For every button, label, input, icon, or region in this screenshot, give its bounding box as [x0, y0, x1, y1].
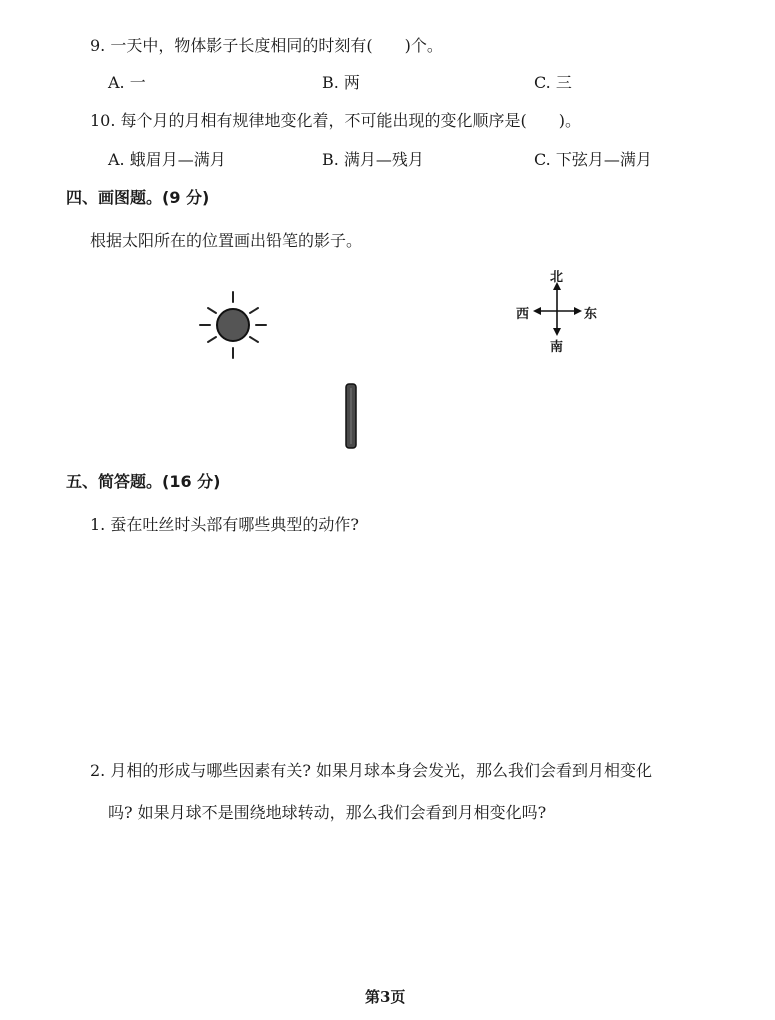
compass-west: 西 — [516, 307, 530, 322]
page-number: 第3页 — [365, 988, 406, 1006]
q9-option-c: C. 三 — [534, 73, 572, 92]
sun-icon — [198, 290, 268, 360]
section-5-question-2-line-2: 吗? 如果月球不是围绕地球转动，那么我们会看到月相变化吗? — [108, 803, 547, 822]
compass-icon — [512, 270, 602, 355]
section-5-question-2-line-1: 2. 月相的形成与哪些因素有关? 如果月球本身会发光，那么我们会看到月相变化 — [90, 761, 653, 780]
question-10: 10. 每个月的月相有规律地变化着，不可能出现的变化顺序是( )。 — [90, 111, 582, 130]
section-4-heading: 四、画图题。(9 分) — [66, 188, 210, 207]
q10-option-a: A. 蛾眉月—满月 — [108, 150, 226, 169]
compass-south: 南 — [550, 340, 564, 355]
section-4-instruction: 根据太阳所在的位置画出铅笔的影子。 — [90, 231, 363, 250]
section-5-heading: 五、简答题。(16 分) — [66, 472, 221, 491]
section-5-question-1: 1. 蚕在吐丝时头部有哪些典型的动作? — [90, 515, 359, 534]
pencil-icon — [344, 382, 358, 450]
q10-option-b: B. 满月—残月 — [322, 150, 424, 169]
compass-east: 东 — [584, 307, 598, 322]
compass-north: 北 — [550, 270, 564, 285]
q9-option-a: A. 一 — [108, 73, 146, 92]
q10-option-c: C. 下弦月—满月 — [534, 150, 652, 169]
q9-option-b: B. 两 — [322, 73, 360, 92]
question-9: 9. 一天中，物体影子长度相同的时刻有( )个。 — [90, 36, 443, 55]
